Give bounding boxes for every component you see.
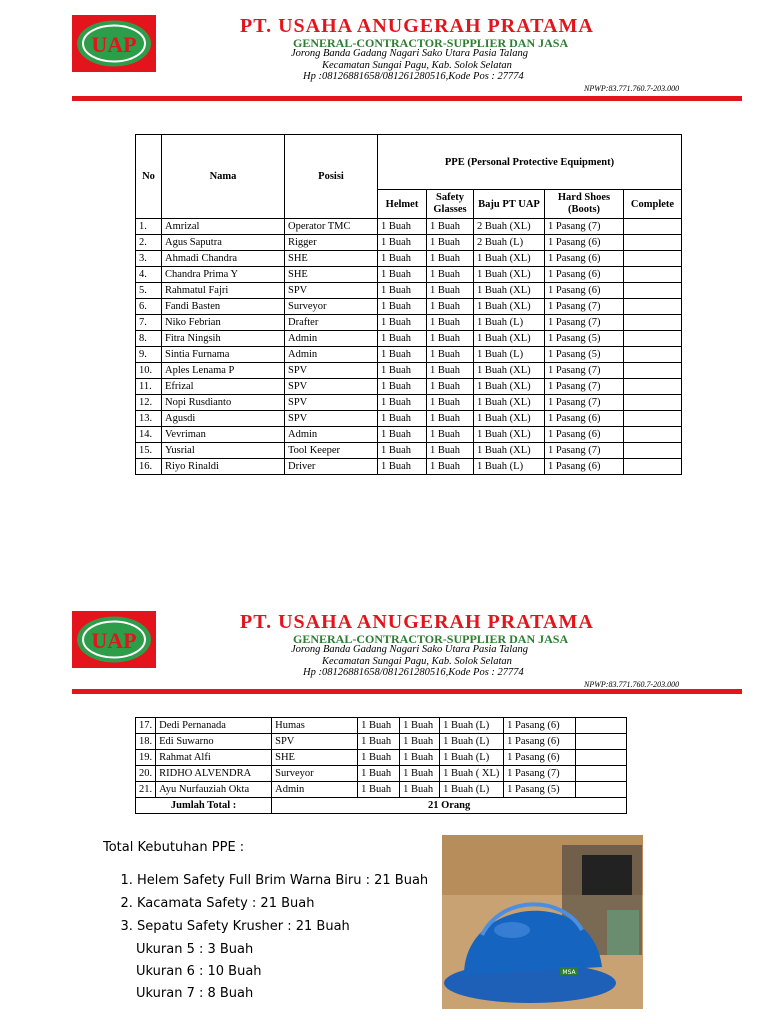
cell-helmet: 1 Buah [378,283,427,299]
table-row [136,718,627,734]
cell-complete [624,235,682,251]
cell-nama: Edi Suwarno [156,734,272,750]
cell-no: 11. [136,379,162,395]
cell-safety-glasses: 1 Buah [427,299,474,315]
cell-no: 17. [136,718,156,734]
cell-baju: 1 Buah (L) [440,734,504,750]
cell-hard-shoes: 1 Pasang (7) [545,299,624,315]
ppe-table-page-1 [135,134,682,475]
shoe-sizes [103,942,428,1001]
cell-posisi: Drafter [285,315,378,331]
company-logo [72,611,156,668]
size-item: Ukuran 7 : 8 Buah [136,986,254,1001]
cell-nama: Niko Febrian [162,315,285,331]
svg-text:UAP: UAP [91,32,137,57]
cell-complete [624,427,682,443]
cell-safety-glasses: 1 Buah [427,347,474,363]
cell-complete [576,718,627,734]
cell-safety-glasses: 1 Buah [400,782,440,798]
table-row [136,395,682,411]
cell-hard-shoes: 1 Pasang (7) [545,395,624,411]
cell-no: 5. [136,283,162,299]
cell-helmet: 1 Buah [378,235,427,251]
cell-helmet: 1 Buah [378,347,427,363]
cell-posisi: SHE [285,251,378,267]
header-no: No [136,135,162,219]
cell-safety-glasses: 1 Buah [427,379,474,395]
npwp-number: NPWP:83.771.760.7-203.000 [584,84,680,93]
cell-nama: Amrizal [162,219,285,235]
cell-hard-shoes: 1 Pasang (6) [504,734,576,750]
cell-helmet: 1 Buah [378,443,427,459]
table-row [136,379,682,395]
cell-hard-shoes: 1 Pasang (6) [545,235,624,251]
summary-item: 3. Sepatu Safety Krusher : 21 Buah [137,919,428,934]
cell-no: 6. [136,299,162,315]
cell-posisi: Operator TMC [285,219,378,235]
cell-posisi: SPV [285,379,378,395]
letterhead-page-2 [0,596,768,706]
cell-safety-glasses: 1 Buah [427,251,474,267]
header-helmet: Helmet [378,190,427,219]
table-row [136,411,682,427]
cell-no: 13. [136,411,162,427]
cell-baju: 1 Buah (XL) [474,331,545,347]
cell-complete [624,443,682,459]
cell-helmet: 1 Buah [378,315,427,331]
cell-safety-glasses: 1 Buah [427,427,474,443]
cell-complete [624,411,682,427]
header-divider [72,96,742,101]
table-row [136,363,682,379]
cell-hard-shoes: 1 Pasang (5) [545,347,624,363]
table-row [136,315,682,331]
company-logo [72,15,156,72]
cell-complete [624,283,682,299]
cell-safety-glasses: 1 Buah [427,363,474,379]
cell-no: 4. [136,267,162,283]
cell-hard-shoes: 1 Pasang (7) [545,315,624,331]
address-line-1: Jorong Banda Gadang Nagari Sako Utara Pasia Talang [291,644,528,655]
cell-safety-glasses: 1 Buah [427,411,474,427]
cell-hard-shoes: 1 Pasang (6) [545,251,624,267]
table-row [136,459,682,475]
cell-hard-shoes: 1 Pasang (7) [545,379,624,395]
cell-baju: 1 Buah (XL) [474,411,545,427]
cell-no: 3. [136,251,162,267]
cell-no: 18. [136,734,156,750]
cell-posisi: Surveyor [285,299,378,315]
table-row [136,331,682,347]
cell-baju: 1 Buah (L) [440,782,504,798]
cell-baju: 1 Buah (XL) [474,363,545,379]
size-item: Ukuran 5 : 3 Buah [136,942,254,957]
total-label: Jumlah Total : [136,798,272,814]
contact-line: Hp :08126881658/081261280516,Kode Pos : 27774 [303,667,524,678]
cell-hard-shoes: 1 Pasang (6) [545,459,624,475]
cell-nama: Aples Lenama P [162,363,285,379]
cell-baju: 1 Buah (L) [440,718,504,734]
cell-no: 1. [136,219,162,235]
cell-safety-glasses: 1 Buah [427,235,474,251]
table-row [136,443,682,459]
cell-helmet: 1 Buah [378,411,427,427]
address-line-2: Kecamatan Sungai Pagu, Kab. Solok Selatan [322,656,512,667]
helmet-photo [442,835,643,1009]
cell-baju: 1 Buah (XL) [474,299,545,315]
ppe-summary [103,840,428,1008]
cell-posisi: SHE [285,267,378,283]
cell-baju: 1 Buah (XL) [474,267,545,283]
uap-logo-icon [72,15,156,72]
cell-baju: 1 Buah (L) [474,347,545,363]
cell-helmet: 1 Buah [358,782,400,798]
cell-posisi: SPV [285,411,378,427]
cell-nama: Riyo Rinaldi [162,459,285,475]
cell-safety-glasses: 1 Buah [427,267,474,283]
cell-nama: Chandra Prima Y [162,267,285,283]
cell-helmet: 1 Buah [358,718,400,734]
cell-nama: Ahmadi Chandra [162,251,285,267]
summary-title: Total Kebutuhan PPE : [103,840,245,855]
cell-posisi: Admin [272,782,358,798]
cell-safety-glasses: 1 Buah [400,734,440,750]
cell-helmet: 1 Buah [378,331,427,347]
cell-hard-shoes: 1 Pasang (6) [545,411,624,427]
cell-hard-shoes: 1 Pasang (7) [545,219,624,235]
cell-nama: Sintia Furnama [162,347,285,363]
cell-safety-glasses: 1 Buah [427,219,474,235]
cell-safety-glasses: 1 Buah [400,750,440,766]
header-safety-glasses: Safety Glasses [427,190,474,219]
cell-nama: RIDHO ALVENDRA [156,766,272,782]
cell-hard-shoes: 1 Pasang (6) [545,283,624,299]
cell-baju: 1 Buah (XL) [474,283,545,299]
address-line-1: Jorong Banda Gadang Nagari Sako Utara Pasia Talang [291,48,528,59]
table-body-page-2 [136,718,627,798]
cell-nama: Dedi Pernanada [156,718,272,734]
table-row [136,283,682,299]
table-row [136,267,682,283]
cell-posisi: SHE [272,750,358,766]
table-body-page-1 [136,219,682,475]
cell-complete [576,766,627,782]
cell-posisi: Humas [272,718,358,734]
cell-safety-glasses: 1 Buah [427,443,474,459]
cell-baju: 1 Buah (XL) [474,427,545,443]
cell-helmet: 1 Buah [378,363,427,379]
cell-baju: 2 Buah (L) [474,235,545,251]
cell-complete [576,782,627,798]
uap-logo-icon [72,611,156,668]
summary-list [103,873,428,934]
address-line-2: Kecamatan Sungai Pagu, Kab. Solok Selatan [322,60,512,71]
cell-complete [624,363,682,379]
cell-complete [576,734,627,750]
cell-baju: 1 Buah (L) [474,315,545,331]
cell-complete [624,219,682,235]
cell-nama: Ayu Nurfauziah Okta [156,782,272,798]
table-row [136,766,627,782]
cell-nama: Agusdi [162,411,285,427]
cell-safety-glasses: 1 Buah [427,331,474,347]
cell-baju: 1 Buah (XL) [474,379,545,395]
cell-no: 14. [136,427,162,443]
cell-posisi: SPV [272,734,358,750]
cell-complete [624,315,682,331]
table-row [136,299,682,315]
cell-posisi: Admin [285,347,378,363]
cell-no: 15. [136,443,162,459]
cell-complete [624,251,682,267]
svg-text:UAP: UAP [91,628,137,653]
cell-baju: 1 Buah ( XL) [440,766,504,782]
cell-safety-glasses: 1 Buah [427,459,474,475]
header-ppe: PPE (Personal Protective Equipment) [378,135,682,190]
cell-hard-shoes: 1 Pasang (6) [504,750,576,766]
cell-hard-shoes: 1 Pasang (5) [504,782,576,798]
cell-no: 9. [136,347,162,363]
table-row [136,734,627,750]
cell-helmet: 1 Buah [378,379,427,395]
cell-helmet: 1 Buah [378,267,427,283]
cell-nama: Fitra Ningsih [162,331,285,347]
company-name: PT. USAHA ANUGERAH PRATAMA [240,15,594,37]
cell-baju: 1 Buah (L) [474,459,545,475]
ppe-table-page-2 [135,717,627,814]
cell-posisi: Driver [285,459,378,475]
cell-complete [624,299,682,315]
cell-hard-shoes: 1 Pasang (7) [504,766,576,782]
summary-item: 1. Helem Safety Full Brim Warna Biru : 21 Buah [137,873,428,888]
cell-posisi: Rigger [285,235,378,251]
cell-helmet: 1 Buah [378,219,427,235]
cell-safety-glasses: 1 Buah [400,718,440,734]
cell-helmet: 1 Buah [378,251,427,267]
cell-hard-shoes: 1 Pasang (6) [545,427,624,443]
cell-posisi: Admin [285,427,378,443]
cell-helmet: 1 Buah [378,395,427,411]
cell-nama: Rahmat Alfi [156,750,272,766]
cell-hard-shoes: 1 Pasang (6) [504,718,576,734]
cell-nama: Efrizal [162,379,285,395]
summary-item: 2. Kacamata Safety : 21 Buah [137,896,428,911]
cell-safety-glasses: 1 Buah [400,766,440,782]
table-row [136,347,682,363]
table-row [136,235,682,251]
cell-nama: Vevriman [162,427,285,443]
cell-posisi: SPV [285,363,378,379]
header-nama: Nama [162,135,285,219]
cell-nama: Rahmatul Fajri [162,283,285,299]
header-divider [72,689,742,694]
table-row [136,782,627,798]
cell-complete [624,267,682,283]
header-posisi: Posisi [285,135,378,219]
company-subtitle: GENERAL-CONTRACTOR-SUPPLIER DAN JASA [293,632,569,646]
header-baju: Baju PT UAP [474,190,545,219]
blue-safety-helmet-photo-icon [442,835,643,1009]
cell-complete [624,331,682,347]
cell-baju: 1 Buah (XL) [474,395,545,411]
cell-hard-shoes: 1 Pasang (7) [545,363,624,379]
cell-no: 20. [136,766,156,782]
company-subtitle: GENERAL-CONTRACTOR-SUPPLIER DAN JASA [293,36,569,50]
cell-baju: 1 Buah (XL) [474,251,545,267]
size-item: Ukuran 6 : 10 Buah [136,964,262,979]
cell-safety-glasses: 1 Buah [427,315,474,331]
cell-safety-glasses: 1 Buah [427,283,474,299]
cell-no: 21. [136,782,156,798]
cell-nama: Agus Saputra [162,235,285,251]
header-complete: Complete [624,190,682,219]
total-row [136,798,627,814]
cell-no: 2. [136,235,162,251]
header-hard-shoes: Hard Shoes (Boots) [545,190,624,219]
cell-nama: Nopi Rusdianto [162,395,285,411]
cell-hard-shoes: 1 Pasang (6) [545,267,624,283]
cell-no: 8. [136,331,162,347]
cell-helmet: 1 Buah [378,459,427,475]
contact-line: Hp :08126881658/081261280516,Kode Pos : 27774 [303,71,524,82]
npwp-number: NPWP:83.771.760.7-203.000 [584,680,680,689]
cell-helmet: 1 Buah [358,734,400,750]
table-row [136,427,682,443]
cell-baju: 1 Buah (XL) [474,443,545,459]
cell-complete [624,395,682,411]
letterhead-page-1 [0,0,768,110]
cell-helmet: 1 Buah [358,766,400,782]
cell-no: 10. [136,363,162,379]
cell-posisi: Surveyor [272,766,358,782]
cell-safety-glasses: 1 Buah [427,395,474,411]
cell-posisi: SPV [285,395,378,411]
cell-nama: Yusrial [162,443,285,459]
svg-text:MSA: MSA [562,969,576,976]
cell-hard-shoes: 1 Pasang (7) [545,443,624,459]
cell-complete [624,379,682,395]
cell-baju: 2 Buah (XL) [474,219,545,235]
cell-posisi: Tool Keeper [285,443,378,459]
total-value: 21 Orang [272,798,627,814]
cell-helmet: 1 Buah [378,299,427,315]
table-row [136,219,682,235]
cell-complete [576,750,627,766]
cell-no: 19. [136,750,156,766]
cell-complete [624,459,682,475]
cell-nama: Fandi Basten [162,299,285,315]
cell-baju: 1 Buah (L) [440,750,504,766]
cell-posisi: SPV [285,283,378,299]
cell-no: 7. [136,315,162,331]
table-row [136,251,682,267]
cell-posisi: Admin [285,331,378,347]
cell-hard-shoes: 1 Pasang (5) [545,331,624,347]
cell-no: 16. [136,459,162,475]
cell-no: 12. [136,395,162,411]
cell-helmet: 1 Buah [378,427,427,443]
table-row [136,750,627,766]
cell-complete [624,347,682,363]
company-name: PT. USAHA ANUGERAH PRATAMA [240,611,594,633]
cell-helmet: 1 Buah [358,750,400,766]
